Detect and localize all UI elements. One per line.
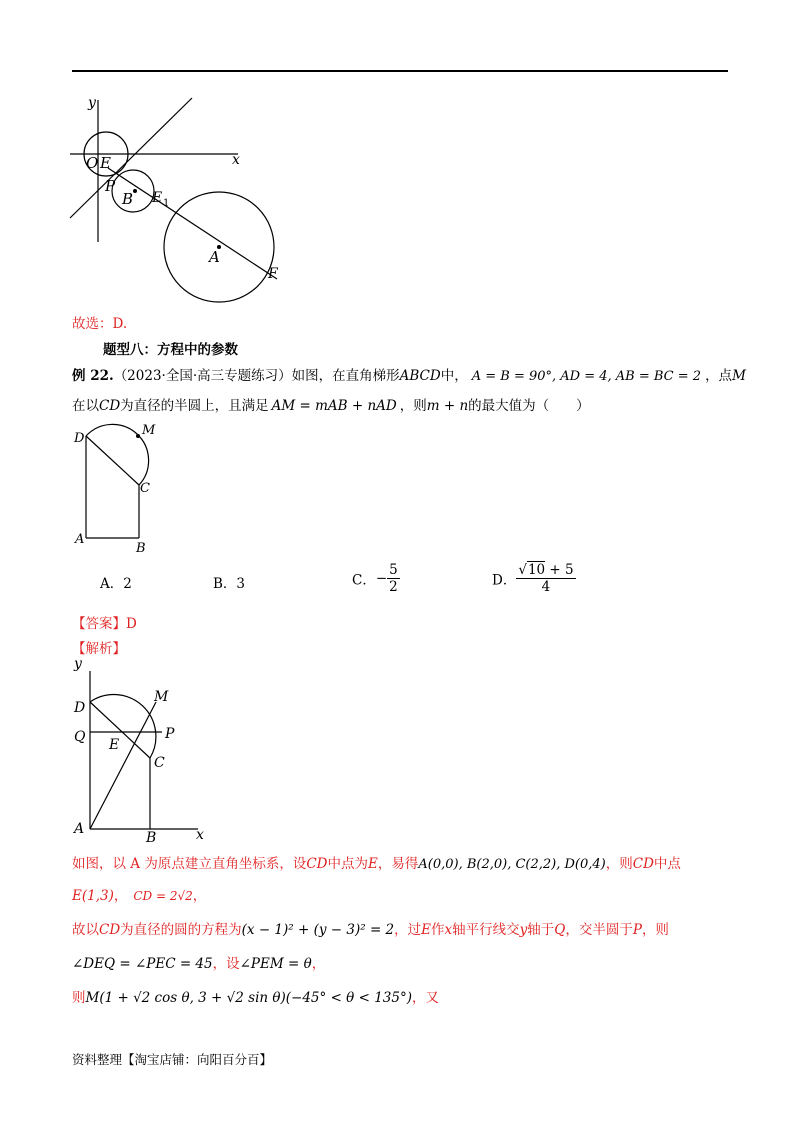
sol-l3-eq: (x − 1)² + (y − 3)² = 2 — [241, 922, 395, 938]
fig3-label-b: B — [146, 830, 157, 845]
fig3-label-d: D — [74, 700, 86, 716]
fig2-label-c: C — [140, 481, 150, 496]
choice-c-denominator: 2 — [389, 579, 398, 595]
fig3-label-q: Q — [74, 729, 86, 745]
choice-d-radicand: 10 — [527, 562, 546, 578]
choice-a-label: A． — [100, 576, 124, 592]
choice-c-fraction — [387, 562, 400, 595]
example-text-b: 为直径的半圆上，且满足 — [120, 398, 269, 414]
fig2-label-a: A — [75, 532, 85, 547]
choice-c-numerator: 5 — [389, 562, 398, 578]
choice-c[interactable] — [352, 562, 400, 595]
footer-source: 资料整理【淘宝店铺：向阳百分百】 — [72, 1052, 273, 1067]
sol-l3-x: x — [444, 922, 453, 938]
solution-line-3 — [72, 918, 669, 938]
sol-l3-b: 为直径的圆的方程为 — [120, 922, 242, 938]
fig3-label-a: A — [74, 821, 85, 837]
choice-d-label: D． — [492, 572, 517, 589]
sol-l1-d: ，则 — [605, 856, 633, 872]
solution-line-5 — [72, 986, 439, 1006]
fig1-label-p: P — [105, 177, 116, 195]
choice-a-value: 2 — [123, 576, 132, 592]
sol-l3-a: 故以 — [72, 922, 99, 938]
choice-d[interactable] — [492, 562, 576, 595]
fig3-label-x: x — [196, 827, 204, 843]
answer-value: D — [126, 616, 137, 632]
sol-l3-e2: 轴平行线交 — [452, 922, 520, 938]
analysis-tag: 【解析】 — [72, 641, 126, 657]
sol-l3-y: y — [519, 922, 528, 938]
figure-trapezoid-diagram — [70, 418, 180, 553]
sol-l5-m: M(1 + √2 cos θ, 3 + √2 sin θ) — [85, 990, 286, 1006]
fig1-point-b — [133, 189, 137, 193]
sol-l1-a: 如图，以 A 为原点建立直角坐标系，设 — [72, 856, 307, 872]
choice-d-denominator: 4 — [541, 579, 551, 595]
fig1-label-y: y — [88, 95, 96, 111]
segment-cd: CD — [99, 398, 121, 414]
sol-l4-theta: ∠PEM = θ — [239, 956, 312, 972]
fig3-label-m: M — [154, 689, 169, 705]
example-text-mid2: ，点 — [705, 368, 733, 384]
example-text-d: 的最大值为（ ） — [468, 398, 590, 414]
sol-l2-e: E(1,3) — [72, 888, 114, 904]
answer-tag: 【答案】 — [72, 616, 126, 632]
example-text-c: ，则 — [399, 398, 427, 414]
sol-l3-e: E — [421, 922, 431, 938]
figure-coordinate-diagram — [68, 655, 213, 845]
example-conditions: A = B = 90°, AD = 4, AB = BC = 2 — [471, 369, 702, 384]
sol-l5-a: 则 — [72, 990, 86, 1006]
fig2-label-d: D — [74, 431, 85, 446]
fig1-label-e: E — [100, 154, 111, 172]
choice-d-fraction — [516, 562, 575, 595]
choice-d-numerator: √10 + 5 — [518, 562, 574, 578]
point-m: M — [732, 368, 746, 384]
choice-c-sign: − — [375, 570, 388, 587]
fig1-label-o: O — [86, 154, 99, 172]
fig1-label-a: A — [209, 248, 220, 266]
choice-a[interactable] — [100, 572, 132, 592]
sol-l3-g: ，交半圆于 — [565, 922, 633, 938]
sol-l3-d: 作 — [431, 922, 445, 938]
vector-equation: AM = mAB + nAD — [271, 398, 397, 414]
figure-circles-diagram — [60, 90, 300, 315]
fig3-label-c: C — [154, 755, 165, 771]
trapezoid-name: ABCD — [399, 368, 441, 384]
sol-l1-cd2: CD — [632, 856, 654, 872]
fig1-label-f: F — [268, 266, 278, 282]
sol-l4-b: ， — [311, 956, 326, 972]
choice-b-label: B． — [213, 576, 237, 592]
fig2-label-m: M — [142, 423, 156, 438]
sol-l1-cd: CD — [306, 856, 328, 872]
answer-line — [72, 612, 137, 632]
example-line-2 — [72, 394, 590, 414]
fig1-label-e1: E — [152, 190, 163, 206]
solution-line-2 — [72, 884, 206, 904]
sol-l1-c: ，易得 — [377, 856, 419, 872]
sol-l3-q: Q — [554, 922, 566, 938]
fig3-label-e: E — [109, 737, 120, 753]
sol-l3-p: P — [632, 922, 642, 938]
choice-d-num-rest: + 5 — [545, 562, 574, 578]
sol-l2-end: ， — [192, 888, 207, 904]
sol-l2-cd: CD = 2√2 — [133, 889, 193, 903]
fig2-label-b: B — [136, 541, 146, 553]
sol-l5-range: (−45° < θ < 135°) — [285, 990, 412, 1006]
fig2-point-m — [136, 434, 140, 438]
example-text-mid1: 中， — [440, 368, 468, 384]
example-line-1 — [72, 364, 746, 384]
sol-l3-h: ，则 — [641, 922, 669, 938]
fig1-label-e1-sub: 1 — [163, 198, 170, 209]
header-rule — [72, 70, 728, 72]
fig1-label-b: B — [122, 190, 134, 208]
sol-l5-b: ，又 — [411, 990, 439, 1006]
example-text-a: 在以 — [72, 398, 99, 414]
fig2-semicircle — [86, 424, 149, 485]
fig3-label-p: P — [165, 726, 175, 742]
choice-b[interactable] — [213, 572, 245, 592]
sol-l1-coords: A(0,0), B(2,0), C(2,2), D(0,4) — [418, 857, 606, 872]
sol-l1-e: E — [368, 856, 378, 872]
prev-conclusion: 故选：D. — [72, 316, 128, 332]
fig2-side-cd — [86, 436, 139, 485]
solution-line-1 — [72, 852, 681, 872]
fig3-segment-am — [90, 702, 156, 829]
example-number: 例 22. — [72, 368, 114, 384]
sol-l1-b: 中点为 — [327, 856, 368, 872]
fig1-line-ef — [108, 168, 277, 279]
fig3-semicircle — [90, 695, 156, 758]
sol-l4-eq: ∠DEQ = ∠PEC = 45 — [72, 956, 213, 972]
sol-l4-a: ，设 — [212, 956, 240, 972]
choice-b-value: 3 — [236, 576, 246, 592]
sol-l3-cd: CD — [99, 922, 121, 938]
expr-m-plus-n: m + n — [426, 398, 469, 414]
sol-l2-sep: ， — [113, 888, 128, 904]
solution-line-4 — [72, 952, 325, 972]
sol-l1-e2: 中点 — [653, 856, 681, 872]
fig3-label-y: y — [74, 656, 82, 672]
fig1-label-x: x — [232, 152, 240, 168]
choice-c-label: C． — [352, 572, 376, 589]
example-source: （2023·全国·高三专题练习）如图，在直角梯形 — [113, 368, 400, 384]
sol-l3-c: ，过 — [394, 922, 422, 938]
sol-l3-f: 轴于 — [527, 922, 555, 938]
section-title: 题型八：方程中的参数 — [103, 342, 238, 358]
